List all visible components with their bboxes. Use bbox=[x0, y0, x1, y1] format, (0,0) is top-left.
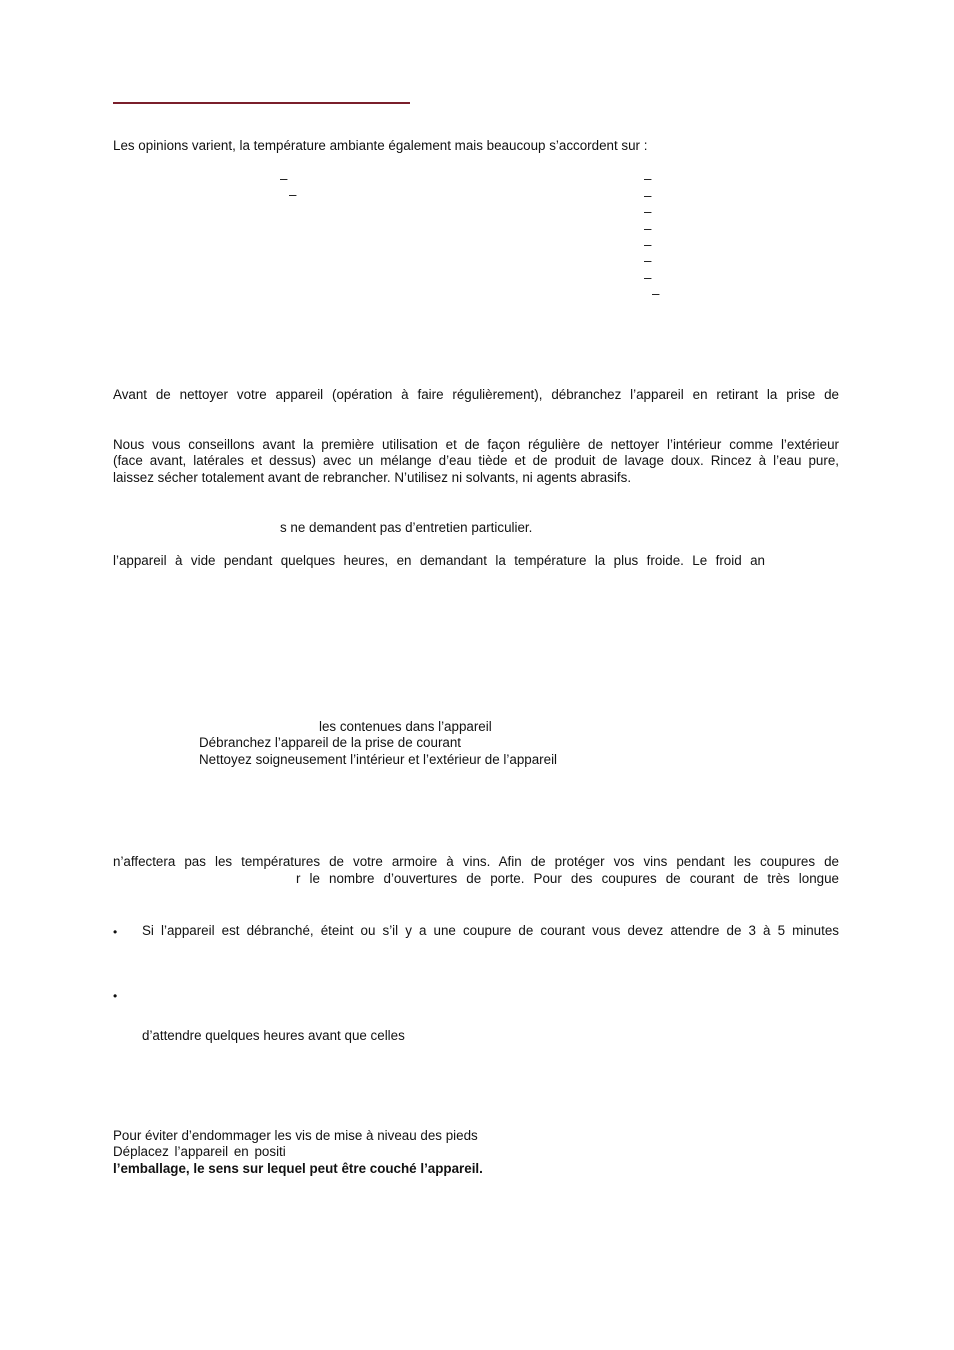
cleaning-paragraph-2-line-1: Nous vous conseillons avant la première utilisation et de façon régulière de nettoyer l’intérieur comme l’extérieur bbox=[113, 437, 839, 452]
dash-right-2: – bbox=[644, 188, 652, 203]
dash-right-3: – bbox=[644, 204, 652, 219]
dash-right-6: – bbox=[644, 253, 652, 268]
cleaning-paragraph-3: s ne demandent pas d’entretien particulier. bbox=[280, 520, 533, 535]
cleaning-paragraph-2-line-3: laissez sécher totalement avant de rebrancher. N’utilisez ni solvants, ni agents abrasifs. bbox=[113, 470, 632, 485]
cleaning-paragraph-2-line-2: (face avant, latérales et dessus) avec un mélange d’eau tiède et de produit de lavage doux. Rincez à l’eau pure, bbox=[113, 453, 839, 468]
bullet-2: • bbox=[113, 989, 118, 1003]
dash-right-4: – bbox=[644, 221, 652, 236]
moving-line-2: Déplacez l’appareil en positi bbox=[113, 1144, 286, 1159]
moving-line-1: Pour éviter d’endommager les vis de mise à niveau des pieds bbox=[113, 1128, 478, 1143]
absence-line-1: les contenues dans l’appareil bbox=[319, 719, 492, 734]
dash-right-1: – bbox=[644, 171, 652, 186]
absence-line-2: Débranchez l’appareil de la prise de courant bbox=[199, 735, 462, 750]
cleaning-paragraph-4: l’appareil à vide pendant quelques heures, en demandant la température la plus froide. Le froid an bbox=[113, 553, 765, 568]
bullet-1: • bbox=[113, 925, 118, 939]
power-cut-line-1: n’affectera pas les températures de votre armoire à vins. Afin de protéger vos vins pendant les coupures de bbox=[113, 854, 839, 869]
power-cut-line-2: r le nombre d’ouvertures de porte. Pour des coupures de courant de très longue bbox=[296, 871, 839, 886]
moving-line-3: l’emballage, le sens sur lequel peut être couché l’appareil. bbox=[113, 1161, 483, 1176]
dash-right-8: – bbox=[652, 286, 660, 301]
cleaning-paragraph-1: Avant de nettoyer votre appareil (opération à faire régulièrement), débranchez l’appareil en retirant la prise de bbox=[113, 387, 839, 402]
dash-right-5: – bbox=[644, 237, 652, 252]
dash-right-7: – bbox=[644, 270, 652, 285]
intro-text: Les opinions varient, la température ambiante également mais beaucoup s’accordent sur : bbox=[113, 138, 648, 153]
section-title-underline bbox=[113, 102, 410, 104]
absence-line-3: Nettoyez soigneusement l’intérieur et l’extérieur de l’appareil bbox=[199, 752, 558, 767]
bullet-2-text: d’attendre quelques heures avant que celles bbox=[142, 1028, 405, 1043]
bullet-1-text: Si l’appareil est débranché, éteint ou s’il y a une coupure de courant vous devez attendre de 3 à 5 minutes bbox=[142, 923, 839, 938]
dash-left-2: – bbox=[289, 187, 297, 202]
dash-left-1: – bbox=[280, 171, 288, 186]
